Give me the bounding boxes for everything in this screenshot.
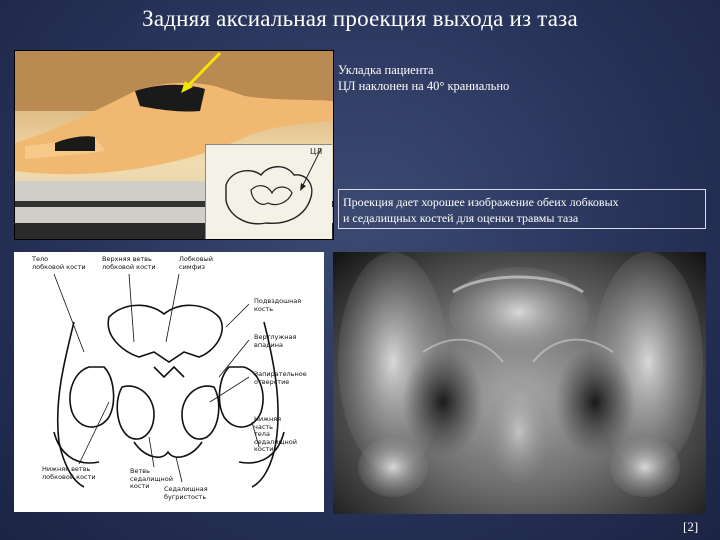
label-obturator-foramen: Запирательное отверстие — [254, 370, 307, 386]
positioning-photo — [14, 50, 334, 240]
label-inferior-pubic-ramus: Нижняя ветвь лобковой кости — [42, 465, 96, 481]
label-ischial-ramus: Ветвь седалищной кости — [130, 467, 174, 490]
label-acetabulum: Вертлужная впадина — [254, 333, 297, 349]
positioning-caption-line2: ЦЛ наклонен на 40° краниально — [338, 79, 510, 93]
pelvis-inset-drawing — [205, 144, 332, 239]
xray-rendering — [333, 252, 706, 514]
slide-title: Задняя аксиальная проекция выхода из таза — [142, 6, 578, 31]
description-caption-box — [338, 189, 706, 229]
label-pubic-body: Тело лобковой кости — [32, 255, 86, 271]
anatomy-diagram — [14, 252, 324, 512]
label-pubic-symphysis: Лобковый симфиз — [179, 255, 213, 271]
reference-number: [2] — [683, 519, 699, 534]
label-ischial-tuberosity: Седалищная бугристость — [164, 485, 208, 501]
label-superior-ramus: Верхняя ветвь лобковой кости — [102, 255, 156, 271]
label-ilium: Подвздошная кость — [254, 297, 302, 313]
description-caption-line2: и седалищных костей для оценки травмы таза — [343, 211, 579, 225]
central-ray-label: ЦЛ — [310, 147, 323, 156]
positioning-caption-line1: Укладка пациента — [338, 63, 434, 77]
label-ischium-lower-body: Нижняя часть тела седалищной кости — [254, 415, 298, 453]
pelvis-xray-image — [333, 252, 706, 514]
description-caption-line1: Проекция дает хорошее изображение обеих лобковых — [343, 195, 619, 209]
positioning-caption — [338, 62, 509, 94]
